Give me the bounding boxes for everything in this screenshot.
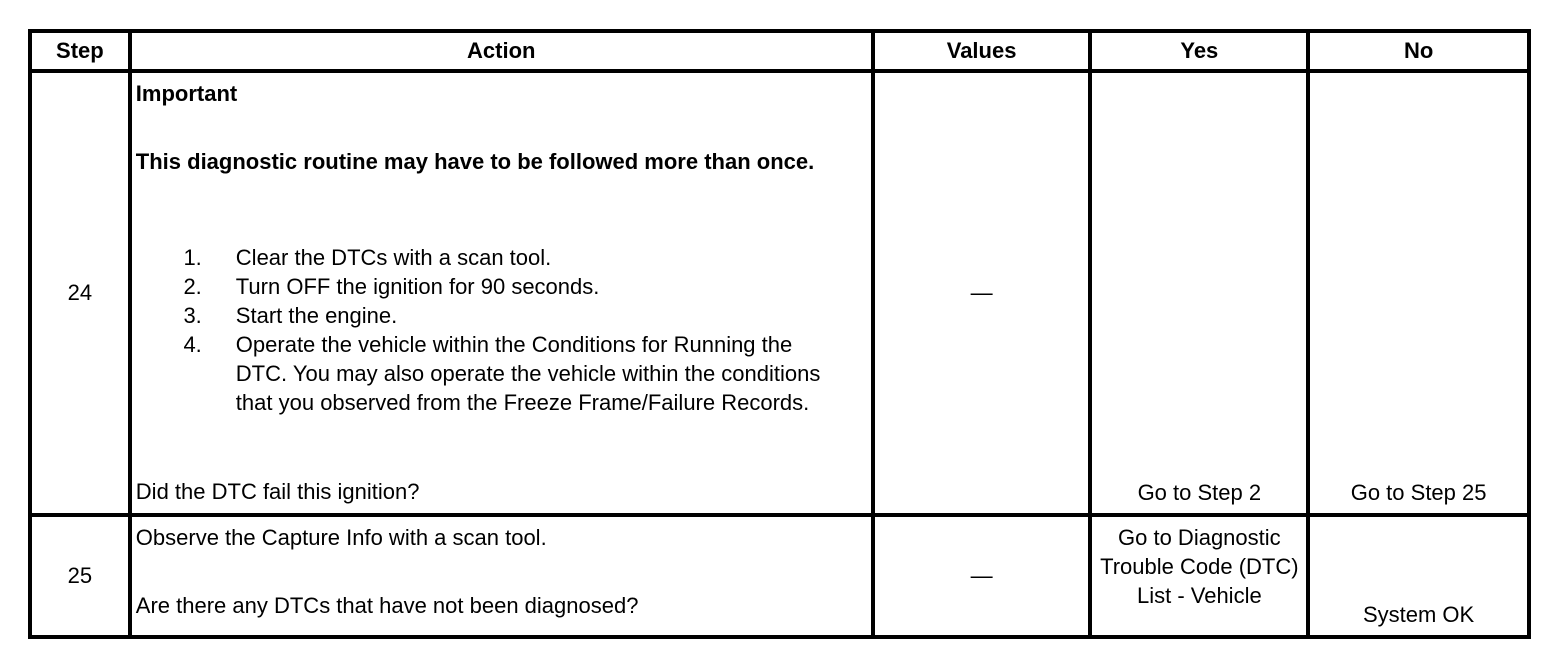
list-item [172,243,832,272]
list-item-text: Turn OFF the ignition for 90 seconds. [235,274,600,299]
list-item-text: Start the engine. [235,303,398,328]
no-result: System OK [1362,602,1475,627]
header-action: Action [130,31,873,71]
question-text: Did the DTC fail this ignition? [135,479,420,504]
list-item-number: 4. [183,332,202,357]
yes-result: Go to Step 2 [1137,480,1262,505]
header-row [30,31,1529,71]
values-cell: — [873,71,1091,515]
values-cell: — [873,515,1091,637]
procedure-list [172,243,832,417]
header-yes: Yes [1090,31,1308,71]
step-number: 25 [30,515,130,637]
header-step: Step [30,31,130,71]
header-no: No [1308,31,1529,71]
no-cell [1308,515,1529,637]
diagnostic-table [28,29,1531,639]
yes-cell [1090,515,1308,637]
list-item [172,301,832,330]
list-item-number: 3. [183,303,202,328]
step-number: 24 [30,71,130,515]
yes-result: Go to Diagnostic Trouble Code (DTC) List - Vehicle [1100,525,1299,608]
important-label: Important [135,81,238,106]
list-item-text: Clear the DTCs with a scan tool. [235,245,552,270]
list-item-number: 1. [183,245,202,270]
header-values: Values [873,31,1091,71]
action-cell [130,515,873,637]
no-cell [1308,71,1529,515]
list-item-number: 2. [183,274,202,299]
no-result: Go to Step 25 [1350,480,1487,505]
instruction-text: Observe the Capture Info with a scan tool. [135,525,547,550]
list-item [172,272,832,301]
list-item-text: Operate the vehicle within the Conditions for Running the DTC. You may also operate the vehicle within the conditions that you observed from the Freeze Frame/Failure Records. [235,332,821,415]
list-item [172,330,832,417]
table-row [30,515,1529,637]
action-cell [130,71,873,515]
question-text: Are there any DTCs that have not been diagnosed? [135,593,639,618]
table-row [30,71,1529,515]
warning-text: This diagnostic routine may have to be followed more than once. [135,149,815,174]
yes-cell [1090,71,1308,515]
